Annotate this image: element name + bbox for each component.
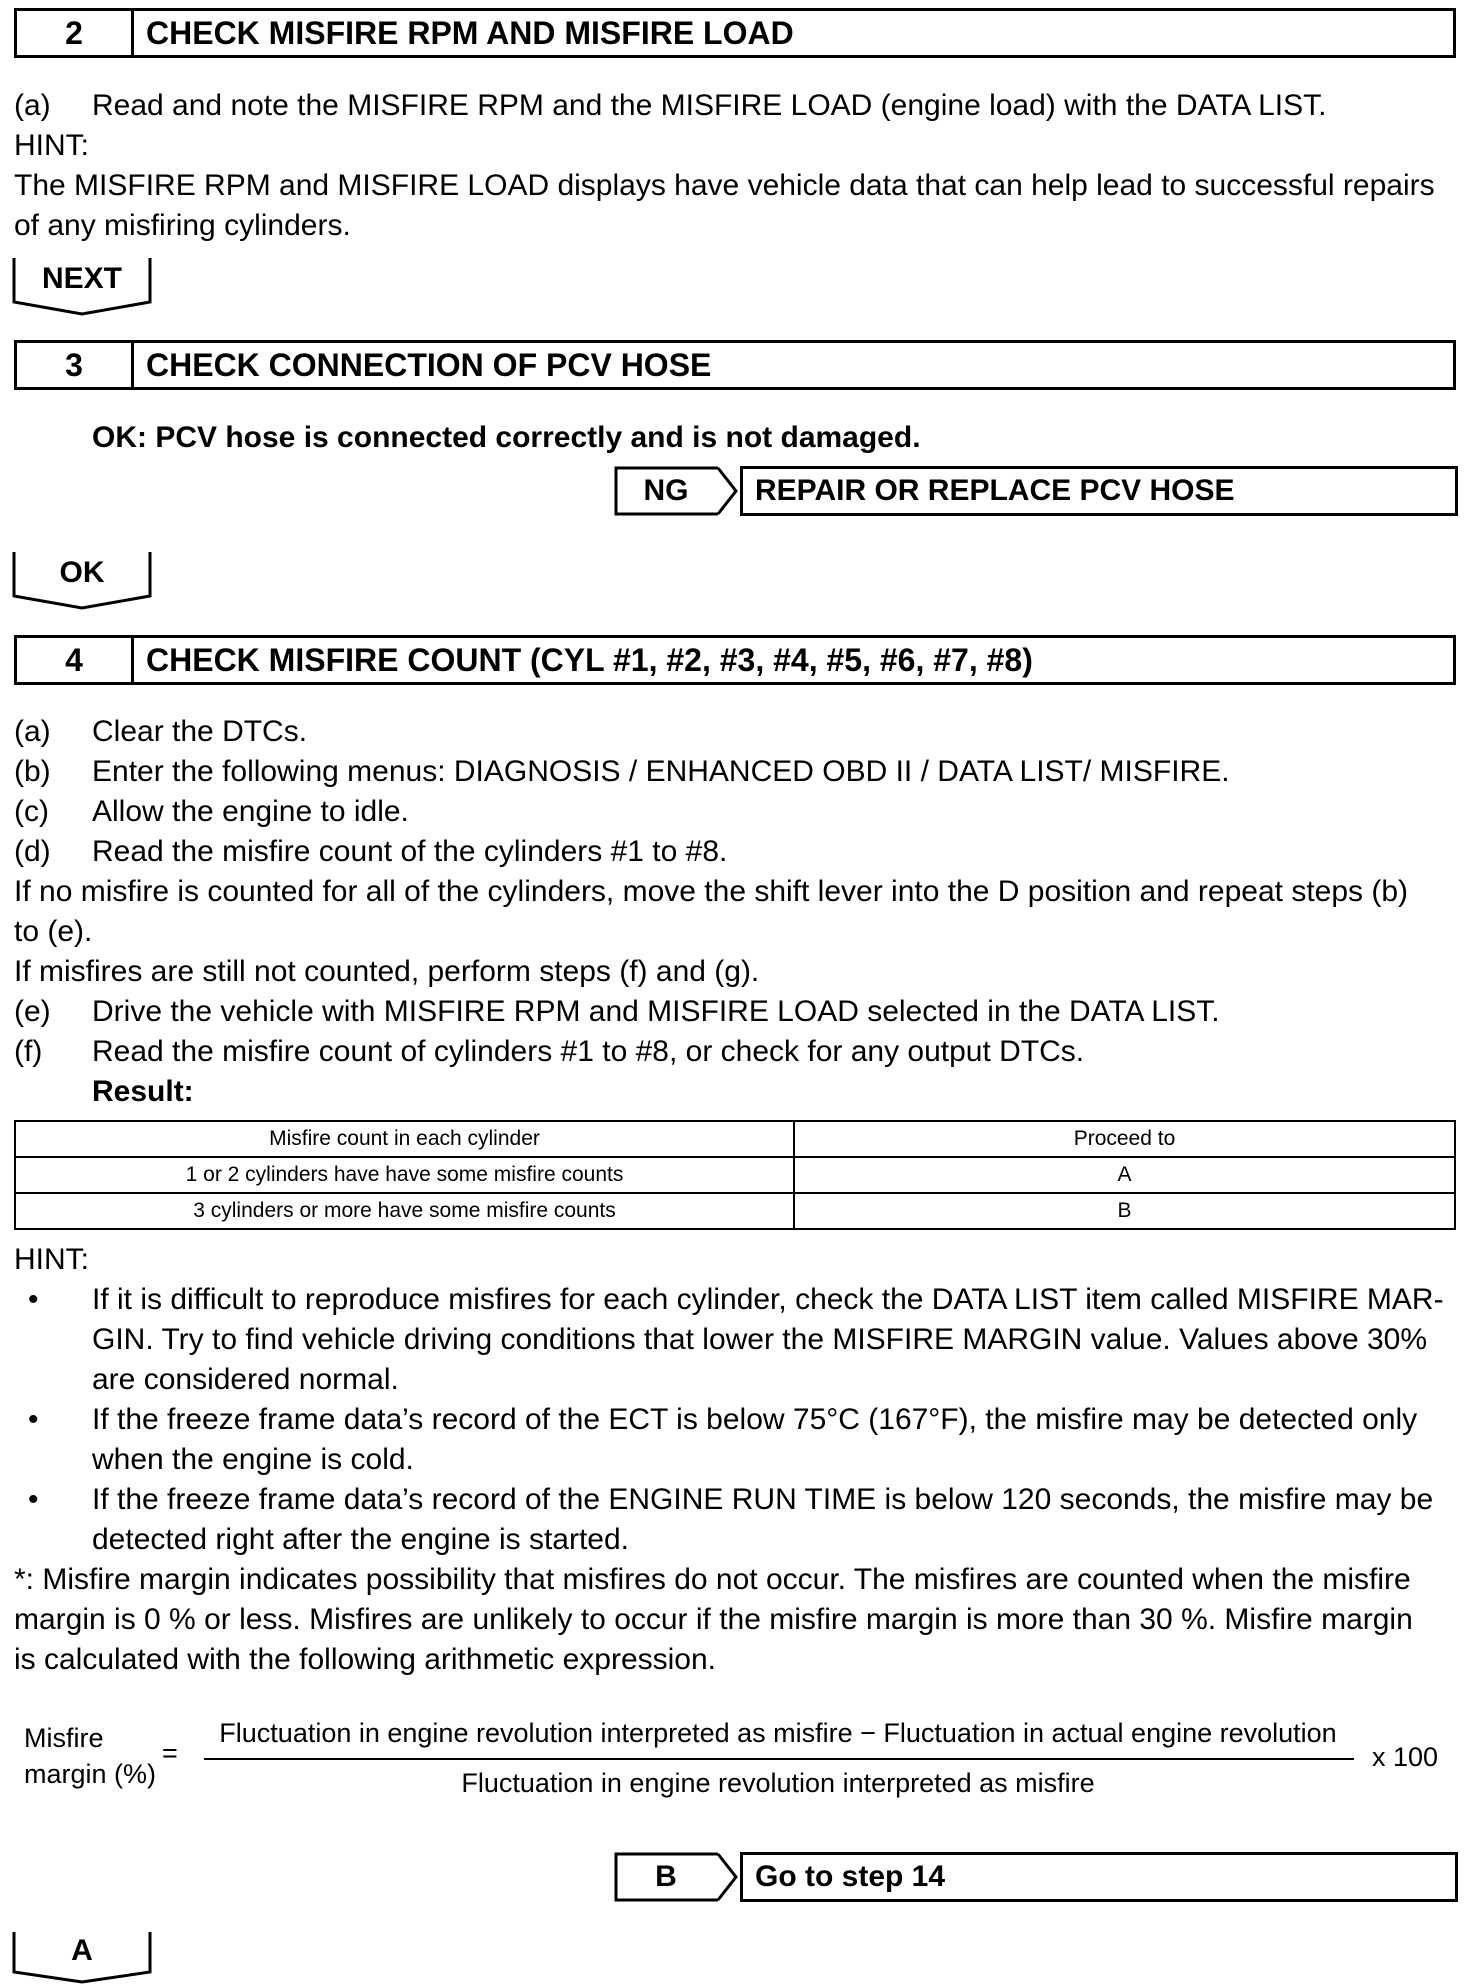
list-item	[14, 1280, 1456, 1400]
footnote-line: *: Misfire margin indicates possibility that misfires do not occur. The misfires are counted when the misfire	[14, 1563, 1411, 1596]
step-title: CHECK MISFIRE COUNT (CYL #1, #2, #3, #4, #5, #6, #7, #8)	[146, 641, 1033, 678]
item-label: (c)	[14, 795, 49, 828]
hint-line: detected right after the engine is started.	[92, 1523, 629, 1556]
next-button[interactable]	[12, 256, 152, 318]
item-label: (d)	[14, 835, 51, 868]
ng-branch[interactable]	[614, 466, 1458, 516]
step-3-header	[14, 340, 1456, 390]
step-number: 2	[17, 11, 134, 55]
formula-lhs-line: margin (%)	[24, 1759, 157, 1789]
note-line: If no misfire is counted for all of the cylinders, move the shift lever into the D position and repeat steps (b)	[14, 875, 1409, 908]
item-text: Enter the following menus: DIAGNOSIS / ENHANCED OBD II / DATA LIST/ MISFIRE.	[92, 755, 1230, 788]
table-row	[15, 1157, 1455, 1193]
formula-denominator: Fluctuation in engine revolution interpreted as misfire	[461, 1768, 1095, 1798]
hint-line: GIN. Try to find vehicle driving conditions that lower the MISFIRE MARGIN value. Values above 30%	[92, 1323, 1428, 1356]
step-number: 3	[17, 343, 134, 387]
list-item	[14, 832, 1456, 872]
ng-action: REPAIR OR REPLACE PCV HOSE	[740, 466, 1458, 516]
hint-line: • If it is difficult to reproduce misfires for each cylinder, check the DATA LIST item called MISFIRE MAR-	[92, 1283, 1444, 1316]
step-4-header	[14, 635, 1456, 685]
table-header-row	[15, 1121, 1455, 1157]
next-label: NEXT	[41, 262, 122, 295]
list-item	[14, 1032, 1456, 1072]
b-label: B	[655, 1860, 677, 1893]
step-2-header	[14, 8, 1456, 58]
table-cell: B	[794, 1193, 1455, 1229]
ok-label: OK	[59, 556, 105, 589]
item-text: Allow the engine to idle.	[92, 795, 409, 828]
result-table	[14, 1120, 1456, 1230]
footnote	[14, 1560, 1456, 1680]
hint-line: are considered normal.	[92, 1363, 399, 1396]
ok-criteria: OK: PCV hose is connected correctly and is not damaged.	[92, 421, 921, 454]
step-title: CHECK MISFIRE RPM AND MISFIRE LOAD	[146, 14, 794, 51]
hint-line: The MISFIRE RPM and MISFIRE LOAD displays have vehicle data that can help lead to successful repairs	[14, 169, 1435, 202]
step-title: CHECK CONNECTION OF PCV HOSE	[146, 346, 712, 383]
note-line: If misfires are still not counted, perform steps (f) and (g).	[14, 955, 760, 988]
ng-label: NG	[643, 474, 689, 507]
note-line: to (e).	[14, 915, 93, 948]
item-text: Read the misfire count of cylinders #1 to #8, or check for any output DTCs.	[92, 1035, 1085, 1068]
list-item	[14, 712, 1456, 752]
step-number: 4	[17, 638, 134, 682]
footnote-line: is calculated with the following arithmetic expression.	[14, 1643, 716, 1676]
hint-label: HINT:	[14, 129, 89, 162]
hint-line: • If the freeze frame data’s record of the ENGINE RUN TIME is below 120 seconds, the misfire may be	[92, 1483, 1434, 1516]
formula-multiplier: x 100	[1372, 1742, 1439, 1772]
list-item	[14, 992, 1456, 1032]
a-label: A	[71, 1934, 93, 1967]
formula-equals: =	[162, 1738, 178, 1768]
item-label: (f)	[14, 1035, 43, 1068]
a-button[interactable]	[12, 1930, 152, 1984]
item-text: Read the misfire count of the cylinders #1 to #8.	[92, 835, 728, 868]
hint-list	[14, 1280, 1456, 1560]
list-item	[14, 792, 1456, 832]
table-cell: 1 or 2 cylinders have have some misfire counts	[15, 1157, 794, 1193]
list-item	[14, 1480, 1456, 1560]
table-header: Misfire count in each cylinder	[15, 1121, 794, 1157]
hint-line: when the engine is cold.	[92, 1443, 414, 1476]
list-item	[14, 1400, 1456, 1480]
step-4-list	[14, 712, 1456, 1112]
b-branch[interactable]	[614, 1852, 1458, 1902]
item-label: (a)	[14, 715, 51, 748]
footnote-line: margin is 0 % or less. Misfires are unlikely to occur if the misfire margin is more than 30 %. Misfire margin	[14, 1603, 1413, 1636]
ok-button[interactable]	[12, 550, 152, 612]
table-cell: 3 cylinders or more have some misfire counts	[15, 1193, 794, 1229]
item-label: (e)	[14, 995, 51, 1028]
hint-line: of any misfiring cylinders.	[14, 209, 351, 242]
item-text: Drive the vehicle with MISFIRE RPM and MISFIRE LOAD selected in the DATA LIST.	[92, 995, 1220, 1028]
hint-text	[14, 166, 1456, 246]
list-item	[14, 752, 1456, 792]
table-header: Proceed to	[794, 1121, 1455, 1157]
hint-label: HINT:	[14, 1243, 89, 1276]
b-action: Go to step 14	[740, 1852, 1458, 1902]
table-row	[15, 1193, 1455, 1229]
fraction-bar	[204, 1758, 1354, 1760]
result-label: Result:	[92, 1075, 194, 1108]
item-label: (b)	[14, 755, 51, 788]
step-2-item-a	[14, 86, 1456, 126]
item-text: Read and note the MISFIRE RPM and the MISFIRE LOAD (engine load) with the DATA LIST.	[92, 89, 1327, 122]
formula-numerator: Fluctuation in engine revolution interpreted as misfire − Fluctuation in actual engine revolution	[219, 1718, 1337, 1748]
table-cell: A	[794, 1157, 1455, 1193]
item-label: (a)	[14, 89, 51, 122]
hint-line: • If the freeze frame data’s record of the ECT is below 75°C (167°F), the misfire may be detected only	[92, 1403, 1418, 1436]
item-text: Clear the DTCs.	[92, 715, 308, 748]
formula-lhs	[24, 1720, 156, 1792]
formula-lhs-line: Misfire	[24, 1723, 104, 1753]
